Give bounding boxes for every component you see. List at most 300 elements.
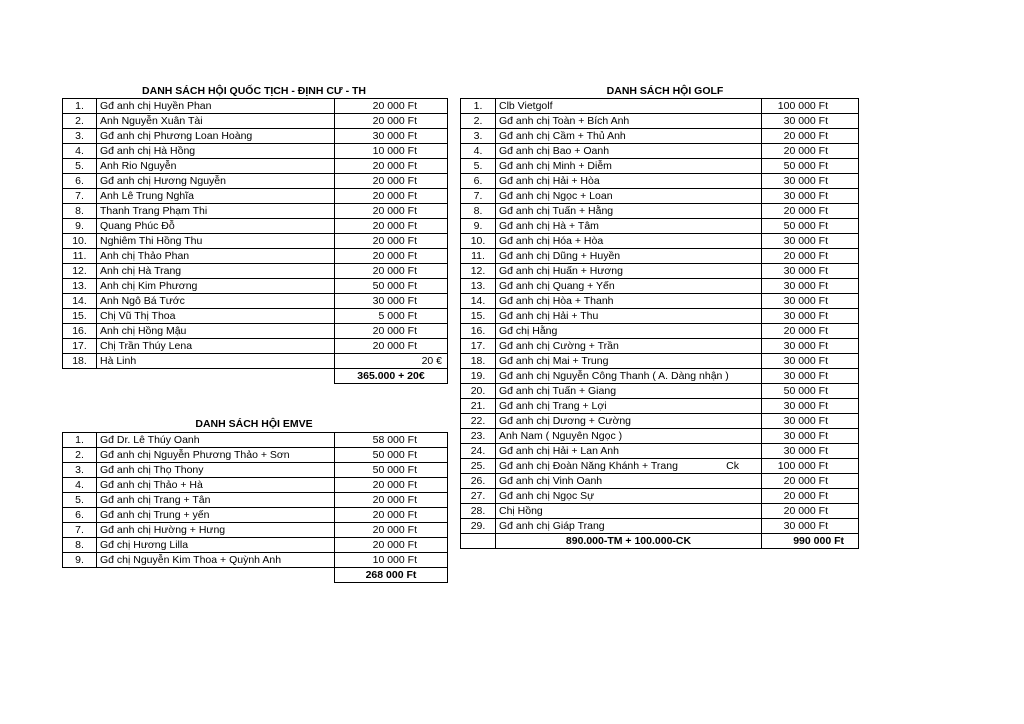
member-name-text: Gđ anh chị Hương Nguyễn xyxy=(100,175,226,187)
table-row xyxy=(63,354,448,369)
table-row xyxy=(461,474,859,489)
member-name-text: Gđ anh chị Trung + yến xyxy=(100,509,210,521)
row-number: 5. xyxy=(461,159,496,174)
amount: 30 000 Ft xyxy=(762,264,859,279)
amount: 30 000 Ft xyxy=(762,354,859,369)
member-name xyxy=(97,493,335,508)
member-name-text: Gđ Dr. Lê Thúy Oanh xyxy=(100,434,200,446)
table-row xyxy=(461,429,859,444)
member-name-text: Gđ chị Nguyễn Kim Thoa + Quỳnh Anh xyxy=(100,554,282,566)
amount: 20 000 Ft xyxy=(335,478,448,493)
row-number: 8. xyxy=(461,204,496,219)
row-number: 15. xyxy=(63,309,97,324)
amount: 30 000 Ft xyxy=(762,114,859,129)
row-number: 27. xyxy=(461,489,496,504)
member-name xyxy=(496,324,762,339)
blank-cell xyxy=(97,568,335,583)
table-row xyxy=(461,369,859,384)
row-number: 16. xyxy=(461,324,496,339)
table-row xyxy=(461,459,859,474)
amount: 20 000 Ft xyxy=(762,129,859,144)
table-row xyxy=(461,324,859,339)
member-name xyxy=(496,219,762,234)
member-name-text: Gđ anh chị Thọ Thony xyxy=(100,464,204,476)
member-name xyxy=(496,399,762,414)
table-row xyxy=(461,384,859,399)
member-name xyxy=(496,174,762,189)
row-number: 9. xyxy=(461,219,496,234)
amount: 20 000 Ft xyxy=(335,538,448,553)
member-name-text: Anh Lê Trung Nghĩa xyxy=(100,190,194,202)
row-number: 3. xyxy=(461,129,496,144)
amount: 100 000 Ft xyxy=(762,99,859,114)
table-row xyxy=(63,264,448,279)
member-name-text: Gđ anh chị Trang + Lợi xyxy=(499,400,607,412)
row-number: 8. xyxy=(63,204,97,219)
row-number: 29. xyxy=(461,519,496,534)
left-bottom-block xyxy=(62,432,448,583)
member-name-text: Gđ anh chị Ngọc Sự xyxy=(499,490,595,502)
member-name xyxy=(97,553,335,568)
amount: 50 000 Ft xyxy=(762,384,859,399)
amount: 30 000 Ft xyxy=(762,444,859,459)
member-name-text: Chị Hồng xyxy=(499,505,543,517)
member-name xyxy=(496,474,762,489)
member-name xyxy=(97,144,335,159)
table-row xyxy=(63,99,448,114)
total-label: 890.000-TM + 100.000-CK xyxy=(496,534,762,549)
table-row xyxy=(461,234,859,249)
table-row xyxy=(63,204,448,219)
member-name-text: Thanh Trang Phạm Thi xyxy=(100,205,208,217)
amount: 50 000 Ft xyxy=(762,219,859,234)
table-row xyxy=(461,249,859,264)
row-number: 14. xyxy=(63,294,97,309)
table-row xyxy=(63,189,448,204)
amount: 30 000 Ft xyxy=(762,339,859,354)
row-number: 9. xyxy=(63,219,97,234)
table-row xyxy=(461,144,859,159)
row-number: 4. xyxy=(63,478,97,493)
member-name xyxy=(97,159,335,174)
table-row xyxy=(461,444,859,459)
right-table xyxy=(460,98,859,549)
table-row xyxy=(63,249,448,264)
right-block xyxy=(460,98,859,549)
member-name xyxy=(97,309,335,324)
member-name xyxy=(496,234,762,249)
member-name-text: Gđ anh chị Dũng + Huyền xyxy=(499,250,621,262)
row-number: 20. xyxy=(461,384,496,399)
table-row xyxy=(461,414,859,429)
amount: 100 000 Ft xyxy=(762,459,859,474)
row-number: 5. xyxy=(63,493,97,508)
table-row xyxy=(63,114,448,129)
table-row xyxy=(461,489,859,504)
row-number: 18. xyxy=(461,354,496,369)
row-number: 5. xyxy=(63,159,97,174)
member-name-text: Quang Phúc Đỗ xyxy=(100,220,175,232)
amount: 5 000 Ft xyxy=(335,309,448,324)
table-row xyxy=(461,129,859,144)
total-amount: 365.000 + 20€ xyxy=(335,369,448,384)
row-number: 17. xyxy=(63,339,97,354)
member-name-text: Gđ anh chị Huyền Phan xyxy=(100,100,212,112)
member-name-text: Anh chị Thảo Phan xyxy=(100,250,190,262)
row-number: 1. xyxy=(63,433,97,448)
member-name-text: Gđ anh chị Quang + Yến xyxy=(499,280,615,292)
member-name xyxy=(496,294,762,309)
row-number: 18. xyxy=(63,354,97,369)
amount: 30 000 Ft xyxy=(762,429,859,444)
row-number: 17. xyxy=(461,339,496,354)
amount: 20 000 Ft xyxy=(762,204,859,219)
amount: 30 000 Ft xyxy=(762,399,859,414)
table-row xyxy=(461,339,859,354)
row-number: 3. xyxy=(63,129,97,144)
blank-cell xyxy=(461,534,496,549)
row-number: 7. xyxy=(461,189,496,204)
row-number: 12. xyxy=(63,264,97,279)
member-name-text: Anh Ngô Bá Tước xyxy=(100,295,185,307)
amount: 20 000 Ft xyxy=(335,339,448,354)
member-name-text: Gđ anh chị Ngọc + Loan xyxy=(499,190,613,202)
amount: 20 000 Ft xyxy=(335,99,448,114)
table-row xyxy=(63,448,448,463)
table-row xyxy=(63,279,448,294)
row-number: 2. xyxy=(461,114,496,129)
amount: 20 € xyxy=(335,354,448,369)
left-bottom-table xyxy=(62,432,448,583)
member-name-text: Chị Trần Thúy Lena xyxy=(100,340,193,352)
amount: 30 000 Ft xyxy=(762,309,859,324)
member-name-text: Gđ anh chị Mai + Trung xyxy=(499,355,609,367)
table-row xyxy=(63,433,448,448)
member-name xyxy=(97,234,335,249)
row-number: 9. xyxy=(63,553,97,568)
member-name-text: Gđ anh chị Hải + Lan Anh xyxy=(499,445,619,457)
member-name-text: Gđ anh chị Cường + Trần xyxy=(499,340,619,352)
member-name xyxy=(97,204,335,219)
row-number: 3. xyxy=(63,463,97,478)
member-name xyxy=(496,144,762,159)
member-name-text: Chị Vũ Thị Thoa xyxy=(100,310,176,322)
table-row xyxy=(461,519,859,534)
row-number: 12. xyxy=(461,264,496,279)
member-name-text: Anh Rio Nguyễn xyxy=(100,160,177,172)
table-row xyxy=(461,354,859,369)
amount: 20 000 Ft xyxy=(335,189,448,204)
row-number: 23. xyxy=(461,429,496,444)
left-top-table xyxy=(62,98,448,384)
member-name-text: Gđ anh chị Hòa + Thanh xyxy=(499,295,614,307)
member-name xyxy=(496,99,762,114)
table-row xyxy=(461,159,859,174)
member-name xyxy=(496,519,762,534)
amount: 10 000 Ft xyxy=(335,553,448,568)
table-row xyxy=(63,174,448,189)
amount: 20 000 Ft xyxy=(762,144,859,159)
row-number: 6. xyxy=(63,174,97,189)
member-name xyxy=(97,478,335,493)
member-name xyxy=(496,444,762,459)
member-name xyxy=(496,189,762,204)
table-row xyxy=(461,204,859,219)
member-name-text: Gđ chị Hương Lilla xyxy=(100,539,189,551)
row-number: 11. xyxy=(63,249,97,264)
member-name-text: Gđ anh chị Minh + Diễm xyxy=(499,160,612,172)
member-name-text: Anh Nam ( Nguyên Ngọc ) xyxy=(499,430,623,442)
member-name-text: Anh chị Hà Trang xyxy=(100,265,182,277)
member-name xyxy=(496,429,762,444)
member-name-text: Gđ anh chị Toàn + Bích Anh xyxy=(499,115,630,127)
row-number: 1. xyxy=(461,99,496,114)
row-number: 14. xyxy=(461,294,496,309)
member-name xyxy=(496,414,762,429)
row-number: 24. xyxy=(461,444,496,459)
member-name xyxy=(97,324,335,339)
row-number: 2. xyxy=(63,448,97,463)
member-name xyxy=(97,99,335,114)
amount: 20 000 Ft xyxy=(335,523,448,538)
table-row xyxy=(63,309,448,324)
row-number: 6. xyxy=(461,174,496,189)
member-name xyxy=(97,433,335,448)
left-top-title: DANH SÁCH HỘI QUỐC TỊCH - ĐỊNH CƯ - TH xyxy=(142,85,366,97)
member-name-text: Gđ chị Hằng xyxy=(499,325,558,337)
left-bottom-title: DANH SÁCH HỘI EMVE xyxy=(195,418,313,430)
member-name xyxy=(97,339,335,354)
member-name-text: Gđ anh chị Nguyễn Công Thanh ( A. Dàng nhận ) xyxy=(499,370,729,382)
payment-note: Ck xyxy=(726,460,739,472)
member-name-text: Gđ anh chị Hà + Tâm xyxy=(499,220,599,232)
member-name xyxy=(97,463,335,478)
member-name xyxy=(496,459,762,474)
row-number: 13. xyxy=(461,279,496,294)
member-name xyxy=(496,204,762,219)
member-name xyxy=(496,384,762,399)
member-name-text: Clb Vietgolf xyxy=(499,100,553,112)
member-name-text: Gđ anh chị Hóa + Hòa xyxy=(499,235,604,247)
table-row xyxy=(63,144,448,159)
amount: 30 000 Ft xyxy=(335,129,448,144)
amount: 20 000 Ft xyxy=(335,159,448,174)
member-name xyxy=(97,294,335,309)
member-name-text: Gđ anh chị Trang + Tân xyxy=(100,494,211,506)
member-name-text: Gđ anh chị Phương Loan Hoàng xyxy=(100,130,253,142)
table-row xyxy=(461,264,859,279)
amount: 30 000 Ft xyxy=(762,369,859,384)
row-number: 16. xyxy=(63,324,97,339)
table-row xyxy=(461,99,859,114)
member-name-text: Gđ anh chị Tuấn + Hằng xyxy=(499,205,614,217)
table-row xyxy=(461,174,859,189)
blank-cell xyxy=(63,369,97,384)
member-name-text: Gđ anh chị Huấn + Hương xyxy=(499,265,623,277)
row-number: 8. xyxy=(63,538,97,553)
member-name-text: Gđ anh chị Hà Hồng xyxy=(100,145,196,157)
member-name xyxy=(496,339,762,354)
member-name-text: Gđ anh chị Cầm + Thủ Anh xyxy=(499,130,626,142)
amount: 10 000 Ft xyxy=(335,144,448,159)
member-name xyxy=(496,489,762,504)
member-name xyxy=(97,129,335,144)
total-row xyxy=(461,534,859,549)
table-row xyxy=(63,493,448,508)
table-row xyxy=(461,189,859,204)
table-row xyxy=(461,219,859,234)
right-title: DANH SÁCH HỘI GOLF xyxy=(606,85,724,97)
member-name xyxy=(97,279,335,294)
table-row xyxy=(63,234,448,249)
row-number: 1. xyxy=(63,99,97,114)
amount: 30 000 Ft xyxy=(762,189,859,204)
total-amount: 268 000 Ft xyxy=(335,568,448,583)
member-name xyxy=(97,219,335,234)
table-row xyxy=(461,294,859,309)
amount: 30 000 Ft xyxy=(762,234,859,249)
member-name xyxy=(496,264,762,279)
amount: 20 000 Ft xyxy=(335,219,448,234)
table-row xyxy=(63,159,448,174)
amount: 20 000 Ft xyxy=(762,324,859,339)
amount: 50 000 Ft xyxy=(335,448,448,463)
blank-cell xyxy=(63,568,97,583)
member-name-text: Gđ anh chị Vinh Oanh xyxy=(499,475,603,487)
member-name-text: Gđ anh chị Tuấn + Giang xyxy=(499,385,617,397)
row-number: 28. xyxy=(461,504,496,519)
amount: 20 000 Ft xyxy=(335,204,448,219)
amount: 20 000 Ft xyxy=(335,114,448,129)
member-name xyxy=(97,189,335,204)
amount: 20 000 Ft xyxy=(762,504,859,519)
member-name-text: Gđ anh chị Hường + Hưng xyxy=(100,524,226,536)
member-name xyxy=(97,174,335,189)
amount: 58 000 Ft xyxy=(335,433,448,448)
amount: 30 000 Ft xyxy=(762,414,859,429)
member-name-text: Anh Nguyễn Xuân Tài xyxy=(100,115,203,127)
table-row xyxy=(63,478,448,493)
row-number: 4. xyxy=(63,144,97,159)
amount: 30 000 Ft xyxy=(762,174,859,189)
amount: 20 000 Ft xyxy=(335,493,448,508)
row-number: 6. xyxy=(63,508,97,523)
row-number: 13. xyxy=(63,279,97,294)
amount: 20 000 Ft xyxy=(335,174,448,189)
row-number: 19. xyxy=(461,369,496,384)
member-name-text: Hà Linh xyxy=(100,355,137,367)
blank-cell xyxy=(97,369,335,384)
left-top-block xyxy=(62,98,448,384)
amount: 20 000 Ft xyxy=(335,234,448,249)
row-number: 26. xyxy=(461,474,496,489)
member-name-text: Gđ anh chị Bao + Oanh xyxy=(499,145,610,157)
member-name xyxy=(97,264,335,279)
row-number: 15. xyxy=(461,309,496,324)
row-number: 4. xyxy=(461,144,496,159)
amount: 50 000 Ft xyxy=(335,463,448,478)
member-name xyxy=(496,279,762,294)
member-name-text: Gđ anh chị Dương + Cường xyxy=(499,415,632,427)
row-number: 7. xyxy=(63,189,97,204)
amount: 20 000 Ft xyxy=(335,249,448,264)
member-name-text: Gđ anh chị Hải + Hòa xyxy=(499,175,600,187)
amount: 20 000 Ft xyxy=(762,489,859,504)
row-number: 22. xyxy=(461,414,496,429)
amount: 20 000 Ft xyxy=(762,474,859,489)
amount: 50 000 Ft xyxy=(762,159,859,174)
row-number: 2. xyxy=(63,114,97,129)
table-row xyxy=(63,324,448,339)
member-name-text: Anh chị Kim Phương xyxy=(100,280,198,292)
member-name xyxy=(97,354,335,369)
member-name-text: Gđ anh chị Đoàn Năng Khánh + Trang xyxy=(499,460,678,472)
member-name xyxy=(97,448,335,463)
table-row xyxy=(63,553,448,568)
amount: 20 000 Ft xyxy=(335,264,448,279)
member-name-text: Anh chị Hồng Mậu xyxy=(100,325,187,337)
row-number: 25. xyxy=(461,459,496,474)
amount: 50 000 Ft xyxy=(335,279,448,294)
row-number: 7. xyxy=(63,523,97,538)
table-row xyxy=(461,114,859,129)
table-row xyxy=(63,508,448,523)
amount: 30 000 Ft xyxy=(335,294,448,309)
table-row xyxy=(63,463,448,478)
table-row xyxy=(461,279,859,294)
table-row xyxy=(63,294,448,309)
table-row xyxy=(63,219,448,234)
table-row xyxy=(63,129,448,144)
member-name xyxy=(496,159,762,174)
table-row xyxy=(63,339,448,354)
amount: 30 000 Ft xyxy=(762,294,859,309)
member-name xyxy=(97,114,335,129)
member-name xyxy=(97,538,335,553)
member-name xyxy=(496,129,762,144)
table-row xyxy=(461,309,859,324)
row-number: 10. xyxy=(63,234,97,249)
row-number: 11. xyxy=(461,249,496,264)
total-row xyxy=(63,568,448,583)
member-name-text: Gđ anh chị Nguyễn Phương Thảo + Sơn xyxy=(100,449,290,461)
amount: 20 000 Ft xyxy=(335,324,448,339)
member-name-text: Nghiêm Thi Hồng Thu xyxy=(100,235,203,247)
member-name xyxy=(496,354,762,369)
member-name xyxy=(496,249,762,264)
table-row xyxy=(461,399,859,414)
member-name xyxy=(496,369,762,384)
member-name xyxy=(496,114,762,129)
amount: 20 000 Ft xyxy=(762,249,859,264)
member-name xyxy=(496,504,762,519)
member-name xyxy=(97,523,335,538)
total-row xyxy=(63,369,448,384)
member-name xyxy=(97,508,335,523)
table-row xyxy=(63,538,448,553)
member-name-text: Gđ anh chị Hải + Thu xyxy=(499,310,599,322)
member-name xyxy=(496,309,762,324)
table-row xyxy=(461,504,859,519)
amount: 30 000 Ft xyxy=(762,279,859,294)
member-name xyxy=(97,249,335,264)
amount: 20 000 Ft xyxy=(335,508,448,523)
amount: 30 000 Ft xyxy=(762,519,859,534)
member-name-text: Gđ anh chị Giáp Trang xyxy=(499,520,605,532)
table-row xyxy=(63,523,448,538)
row-number: 10. xyxy=(461,234,496,249)
row-number: 21. xyxy=(461,399,496,414)
